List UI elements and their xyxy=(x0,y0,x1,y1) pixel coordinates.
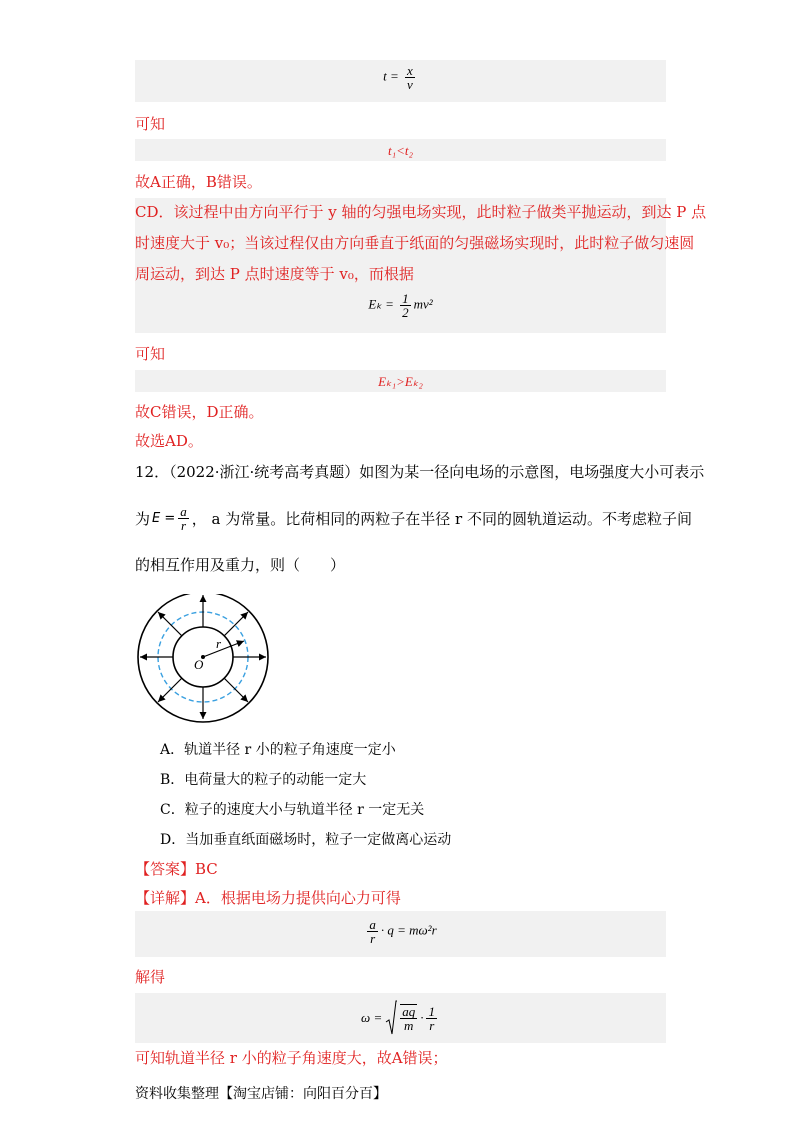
cd-line-2: 时速度大于 v₀；当该过程仅由方向垂直于纸面的匀强磁场实现时，此时粒子做匀速圆 xyxy=(135,234,695,252)
radius-arrow xyxy=(203,641,244,657)
question-12-line-3: 的相互作用及重力，则（ ） xyxy=(135,556,346,574)
equation-ek1-gt-ek2: Eₖ₁>Eₖ₂ xyxy=(378,374,423,389)
option-d[interactable]: D．当加垂直纸面磁场时，粒子一定做离心运动 xyxy=(160,832,452,848)
footer-text: 资料收集整理【淘宝店铺：向阳百分百】 xyxy=(135,1086,387,1102)
question-12-line-2: 为 E = $\frac{a}{r}$ ， a 为常量。比荷相同的两粒子在半径 r 不同的圆轨道运动。不考虑粒子间 xyxy=(135,504,692,533)
radial-field-diagram xyxy=(136,594,272,730)
option-b[interactable]: B．电荷量大的粒子的动能一定大 xyxy=(160,772,367,788)
equation-centripetal: $\frac{a}{r}$ · q = mω²r xyxy=(369,917,437,946)
option-c[interactable]: C．粒子的速度大小与轨道半径 r 一定无关 xyxy=(160,802,425,818)
o-label: O xyxy=(194,657,204,672)
equation-kinetic-energy: Eₖ = $\frac{1}{2}$ mv² xyxy=(368,291,433,320)
text-a-correct: 故A正确，B错误。 xyxy=(135,173,262,191)
sqrt-icon xyxy=(385,1000,397,1036)
detail-line: 【详解】A．根据电场力提供向心力可得 xyxy=(135,889,401,907)
text-c-wrong: 故C错误，D正确。 xyxy=(135,403,264,421)
equation-omega: ω = $\frac{aq}{m}$ · $\frac{1}{r}$ xyxy=(135,1000,666,1036)
conclusion-line: 可知轨道半径 r 小的粒子角速度大，故A错误； xyxy=(135,1049,448,1067)
text-choose-ad: 故选AD。 xyxy=(135,432,203,450)
answer-line: 【答案】BC xyxy=(135,860,218,878)
question-12-line-1: 12．（2022·浙江·统考高考真题）如图为某一径向电场的示意图，电场强度大小可表示 xyxy=(135,463,705,481)
text-jiede: 解得 xyxy=(135,968,166,986)
equation-t-x-over-v: t = $\frac{x}{v}$ xyxy=(383,63,413,92)
equation-t1-lt-t2: t₁<t₂ xyxy=(387,143,414,158)
text-kezhi-2: 可知 xyxy=(135,345,166,363)
cd-line-1: CD．该过程中由方向平行于 y 轴的匀强电场实现，此时粒子做类平抛运动，到达 P 点 xyxy=(135,203,707,221)
cd-line-3: 周运动，到达 P 点时速度等于 v₀，而根据 xyxy=(135,265,414,283)
text-kezhi-1: 可知 xyxy=(135,115,166,133)
option-a[interactable]: A．轨道半径 r 小的粒子角速度一定小 xyxy=(160,742,396,758)
r-label: r xyxy=(216,636,222,651)
